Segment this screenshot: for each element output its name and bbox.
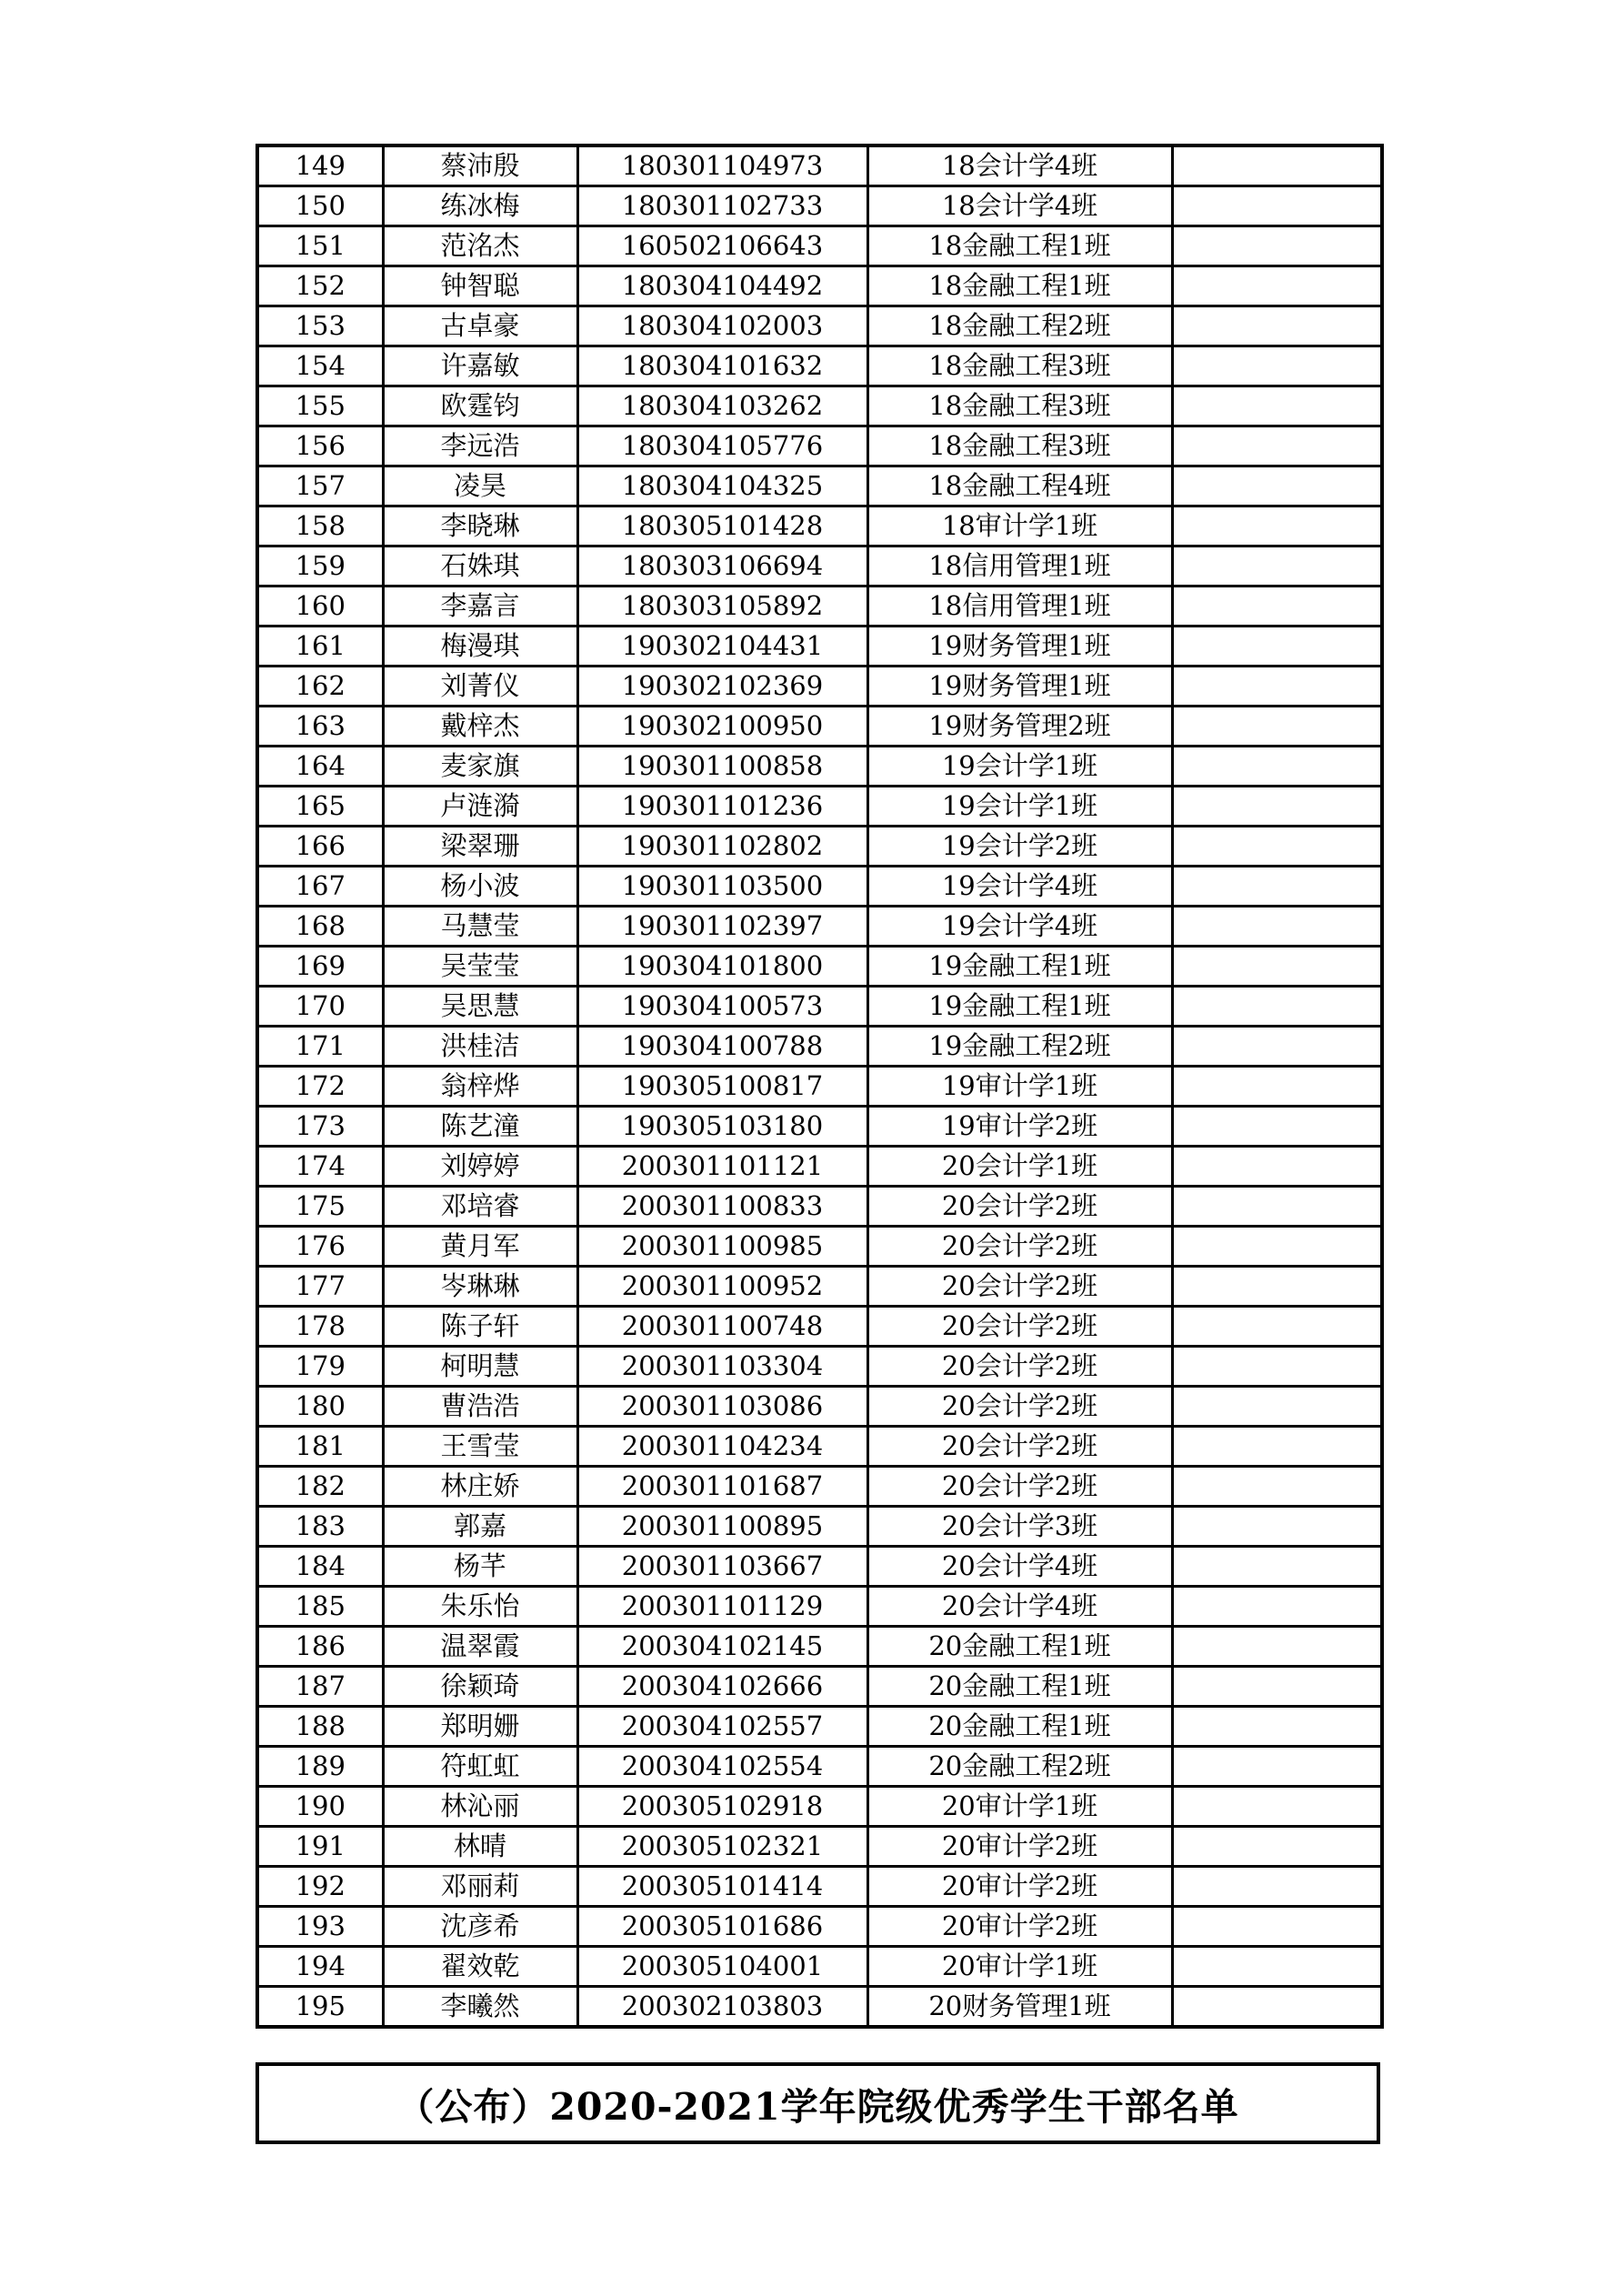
student-name-cell: 曹浩浩	[383, 1387, 577, 1427]
student-name-cell: 凌昊	[383, 466, 577, 506]
remark-cell	[1172, 867, 1382, 907]
row-number-cell: 162	[257, 667, 383, 707]
student-name-cell: 梁翠珊	[383, 827, 577, 867]
student-id-cell: 200301100895	[577, 1507, 867, 1547]
remark-cell	[1172, 827, 1382, 867]
class-name-cell: 18金融工程2班	[867, 306, 1172, 346]
class-name-cell: 19会计学2班	[867, 827, 1172, 867]
table-row	[257, 1907, 1382, 1947]
remark-cell	[1172, 1747, 1382, 1787]
student-id-cell: 190302104431	[577, 627, 867, 667]
remark-cell	[1172, 186, 1382, 226]
table-row	[257, 1067, 1382, 1107]
class-name-cell: 20会计学2班	[867, 1347, 1172, 1387]
class-name-cell: 20会计学2班	[867, 1307, 1172, 1347]
remark-cell	[1172, 947, 1382, 987]
class-name-cell: 19审计学2班	[867, 1107, 1172, 1147]
student-id-cell: 200301100985	[577, 1227, 867, 1267]
student-id-cell: 200305101414	[577, 1867, 867, 1907]
table-row	[257, 947, 1382, 987]
student-id-cell: 200302103803	[577, 1987, 867, 2028]
table-row	[257, 1547, 1382, 1587]
row-number-cell: 151	[257, 226, 383, 266]
row-number-cell: 166	[257, 827, 383, 867]
class-name-cell: 20会计学2班	[867, 1267, 1172, 1307]
class-name-cell: 20审计学1班	[867, 1787, 1172, 1827]
table-row	[257, 1987, 1382, 2028]
remark-cell	[1172, 1827, 1382, 1867]
row-number-cell: 156	[257, 426, 383, 466]
remark-cell	[1172, 747, 1382, 787]
remark-cell	[1172, 1267, 1382, 1307]
remark-cell	[1172, 346, 1382, 386]
table-row	[257, 226, 1382, 266]
table-row	[257, 1467, 1382, 1507]
class-name-cell: 20会计学2班	[867, 1467, 1172, 1507]
class-name-cell: 19财务管理1班	[867, 667, 1172, 707]
row-number-cell: 179	[257, 1347, 383, 1387]
row-number-cell: 192	[257, 1867, 383, 1907]
table-row	[257, 627, 1382, 667]
student-name-cell: 李远浩	[383, 426, 577, 466]
table-row	[257, 907, 1382, 947]
student-name-cell: 刘菁仪	[383, 667, 577, 707]
table-row	[257, 1267, 1382, 1307]
class-name-cell: 18金融工程4班	[867, 466, 1172, 506]
student-id-cell: 180305101428	[577, 506, 867, 546]
row-number-cell: 187	[257, 1667, 383, 1707]
row-number-cell: 167	[257, 867, 383, 907]
remark-cell	[1172, 1587, 1382, 1627]
student-name-cell: 岑琳琳	[383, 1267, 577, 1307]
student-name-cell: 沈彦希	[383, 1907, 577, 1947]
row-number-cell: 163	[257, 707, 383, 747]
remark-cell	[1172, 145, 1382, 186]
table-row	[257, 1187, 1382, 1227]
table-row	[257, 1147, 1382, 1187]
class-name-cell: 18信用管理1班	[867, 587, 1172, 627]
student-id-cell: 200301101129	[577, 1587, 867, 1627]
class-name-cell: 19会计学4班	[867, 867, 1172, 907]
student-id-cell: 190302102369	[577, 667, 867, 707]
row-number-cell: 172	[257, 1067, 383, 1107]
table-row	[257, 707, 1382, 747]
student-id-cell: 180304102003	[577, 306, 867, 346]
remark-cell	[1172, 386, 1382, 426]
class-name-cell: 19会计学1班	[867, 747, 1172, 787]
row-number-cell: 152	[257, 266, 383, 306]
remark-cell	[1172, 226, 1382, 266]
table-row	[257, 1627, 1382, 1667]
row-number-cell: 177	[257, 1267, 383, 1307]
student-name-cell: 古卓豪	[383, 306, 577, 346]
student-id-cell: 180304104492	[577, 266, 867, 306]
class-name-cell: 19会计学1班	[867, 787, 1172, 827]
student-id-cell: 160502106643	[577, 226, 867, 266]
student-name-cell: 蔡沛殷	[383, 145, 577, 186]
student-id-cell: 190301102802	[577, 827, 867, 867]
remark-cell	[1172, 1947, 1382, 1987]
row-number-cell: 153	[257, 306, 383, 346]
class-name-cell: 20财务管理1班	[867, 1987, 1172, 2028]
class-name-cell: 18金融工程3班	[867, 346, 1172, 386]
table-row	[257, 145, 1382, 186]
student-id-cell: 190301101236	[577, 787, 867, 827]
table-row	[257, 1667, 1382, 1707]
student-name-cell: 石姝琪	[383, 546, 577, 587]
table-row	[257, 306, 1382, 346]
student-name-cell: 吴莹莹	[383, 947, 577, 987]
student-id-cell: 200305101686	[577, 1907, 867, 1947]
table-row	[257, 1027, 1382, 1067]
student-name-cell: 朱乐怡	[383, 1587, 577, 1627]
student-name-cell: 梅漫琪	[383, 627, 577, 667]
student-id-cell: 200301101687	[577, 1467, 867, 1507]
row-number-cell: 185	[257, 1587, 383, 1627]
class-name-cell: 18金融工程3班	[867, 386, 1172, 426]
student-id-cell: 200301101121	[577, 1147, 867, 1187]
remark-cell	[1172, 1347, 1382, 1387]
row-number-cell: 160	[257, 587, 383, 627]
class-name-cell: 20金融工程2班	[867, 1747, 1172, 1787]
student-id-cell: 200301103667	[577, 1547, 867, 1587]
student-id-cell: 180303106694	[577, 546, 867, 587]
student-name-cell: 林庄娇	[383, 1467, 577, 1507]
table-row	[257, 827, 1382, 867]
remark-cell	[1172, 466, 1382, 506]
remark-cell	[1172, 1227, 1382, 1267]
row-number-cell: 149	[257, 145, 383, 186]
table-row	[257, 466, 1382, 506]
student-id-cell: 180304103262	[577, 386, 867, 426]
student-id-cell: 190301100858	[577, 747, 867, 787]
student-id-cell: 180301104973	[577, 145, 867, 186]
student-id-cell: 200301103086	[577, 1387, 867, 1427]
table-row	[257, 186, 1382, 226]
table-row	[257, 546, 1382, 587]
student-name-cell: 陈子轩	[383, 1307, 577, 1347]
student-name-cell: 范洺杰	[383, 226, 577, 266]
row-number-cell: 173	[257, 1107, 383, 1147]
remark-cell	[1172, 1467, 1382, 1507]
row-number-cell: 174	[257, 1147, 383, 1187]
class-name-cell: 19金融工程1班	[867, 947, 1172, 987]
class-name-cell: 20会计学3班	[867, 1507, 1172, 1547]
remark-cell	[1172, 1107, 1382, 1147]
student-name-cell: 麦家旗	[383, 747, 577, 787]
student-id-cell: 200305102321	[577, 1827, 867, 1867]
remark-cell	[1172, 587, 1382, 627]
student-id-cell: 200304102666	[577, 1667, 867, 1707]
student-name-cell: 许嘉敏	[383, 346, 577, 386]
table-row	[257, 1227, 1382, 1267]
student-id-cell: 190304100788	[577, 1027, 867, 1067]
table-row	[257, 987, 1382, 1027]
row-number-cell: 150	[257, 186, 383, 226]
table-row	[257, 747, 1382, 787]
student-id-cell: 200301100748	[577, 1307, 867, 1347]
class-name-cell: 20会计学2班	[867, 1427, 1172, 1467]
announcement-title: （公布）2020-2021学年院级优秀学生干部名单	[396, 2084, 1239, 2129]
student-name-cell: 王雪莹	[383, 1427, 577, 1467]
row-number-cell: 186	[257, 1627, 383, 1667]
row-number-cell: 154	[257, 346, 383, 386]
student-id-cell: 200304102554	[577, 1747, 867, 1787]
remark-cell	[1172, 1387, 1382, 1427]
student-name-cell: 李曦然	[383, 1987, 577, 2028]
student-name-cell: 杨小波	[383, 867, 577, 907]
class-name-cell: 20审计学2班	[867, 1827, 1172, 1867]
remark-cell	[1172, 1707, 1382, 1747]
table-row	[257, 867, 1382, 907]
student-name-cell: 戴梓杰	[383, 707, 577, 747]
student-name-cell: 邓丽莉	[383, 1867, 577, 1907]
remark-cell	[1172, 707, 1382, 747]
table-row	[257, 1707, 1382, 1747]
table-row	[257, 426, 1382, 466]
class-name-cell: 18会计学4班	[867, 186, 1172, 226]
class-name-cell: 19财务管理2班	[867, 707, 1172, 747]
class-name-cell: 20金融工程1班	[867, 1627, 1172, 1667]
table-row	[257, 1867, 1382, 1907]
student-name-cell: 翁梓烨	[383, 1067, 577, 1107]
class-name-cell: 19财务管理1班	[867, 627, 1172, 667]
table-row	[257, 1827, 1382, 1867]
remark-cell	[1172, 1547, 1382, 1587]
table-row	[257, 1107, 1382, 1147]
remark-cell	[1172, 1627, 1382, 1667]
class-name-cell: 20审计学2班	[867, 1907, 1172, 1947]
student-id-cell: 190301102397	[577, 907, 867, 947]
row-number-cell: 164	[257, 747, 383, 787]
class-name-cell: 20会计学4班	[867, 1587, 1172, 1627]
table-row	[257, 506, 1382, 546]
student-name-cell: 翟效乾	[383, 1947, 577, 1987]
remark-cell	[1172, 426, 1382, 466]
table-row	[257, 1507, 1382, 1547]
table-row	[257, 1947, 1382, 1987]
student-roster-table	[255, 144, 1384, 2029]
row-number-cell: 155	[257, 386, 383, 426]
class-name-cell: 20会计学2班	[867, 1187, 1172, 1227]
remark-cell	[1172, 1147, 1382, 1187]
class-name-cell: 20审计学1班	[867, 1947, 1172, 1987]
student-name-cell: 卢涟漪	[383, 787, 577, 827]
student-id-cell: 200305102918	[577, 1787, 867, 1827]
row-number-cell: 195	[257, 1987, 383, 2028]
class-name-cell: 20会计学2班	[867, 1387, 1172, 1427]
class-name-cell: 18金融工程3班	[867, 426, 1172, 466]
remark-cell	[1172, 987, 1382, 1027]
student-id-cell: 190301103500	[577, 867, 867, 907]
student-id-cell: 180304104325	[577, 466, 867, 506]
remark-cell	[1172, 1427, 1382, 1467]
student-id-cell: 200301100833	[577, 1187, 867, 1227]
row-number-cell: 181	[257, 1427, 383, 1467]
student-id-cell: 190302100950	[577, 707, 867, 747]
class-name-cell: 18审计学1班	[867, 506, 1172, 546]
class-name-cell: 18金融工程1班	[867, 226, 1172, 266]
row-number-cell: 191	[257, 1827, 383, 1867]
class-name-cell: 19审计学1班	[867, 1067, 1172, 1107]
student-id-cell: 200304102557	[577, 1707, 867, 1747]
remark-cell	[1172, 266, 1382, 306]
remark-cell	[1172, 1027, 1382, 1067]
student-name-cell: 黄月军	[383, 1227, 577, 1267]
student-name-cell: 柯明慧	[383, 1347, 577, 1387]
student-name-cell: 练冰梅	[383, 186, 577, 226]
remark-cell	[1172, 1067, 1382, 1107]
student-id-cell: 180303105892	[577, 587, 867, 627]
student-name-cell: 陈艺潼	[383, 1107, 577, 1147]
row-number-cell: 182	[257, 1467, 383, 1507]
student-id-cell: 200301103304	[577, 1347, 867, 1387]
remark-cell	[1172, 1667, 1382, 1707]
table-row	[257, 1387, 1382, 1427]
row-number-cell: 175	[257, 1187, 383, 1227]
class-name-cell: 18信用管理1班	[867, 546, 1172, 587]
row-number-cell: 157	[257, 466, 383, 506]
row-number-cell: 158	[257, 506, 383, 546]
student-name-cell: 欧霆钧	[383, 386, 577, 426]
table-row	[257, 787, 1382, 827]
student-name-cell: 杨芊	[383, 1547, 577, 1587]
class-name-cell: 19金融工程1班	[867, 987, 1172, 1027]
row-number-cell: 168	[257, 907, 383, 947]
table-row	[257, 1307, 1382, 1347]
row-number-cell: 171	[257, 1027, 383, 1067]
remark-cell	[1172, 1507, 1382, 1547]
remark-cell	[1172, 306, 1382, 346]
announcement-title-box	[255, 2062, 1380, 2144]
student-name-cell: 李嘉言	[383, 587, 577, 627]
student-name-cell: 吴思慧	[383, 987, 577, 1027]
remark-cell	[1172, 1867, 1382, 1907]
remark-cell	[1172, 1907, 1382, 1947]
class-name-cell: 19金融工程2班	[867, 1027, 1172, 1067]
table-row	[257, 1427, 1382, 1467]
class-name-cell: 20会计学2班	[867, 1227, 1172, 1267]
student-name-cell: 林晴	[383, 1827, 577, 1867]
table-row	[257, 1787, 1382, 1827]
student-id-cell: 190304100573	[577, 987, 867, 1027]
remark-cell	[1172, 907, 1382, 947]
row-number-cell: 183	[257, 1507, 383, 1547]
row-number-cell: 190	[257, 1787, 383, 1827]
row-number-cell: 169	[257, 947, 383, 987]
row-number-cell: 188	[257, 1707, 383, 1747]
table-row	[257, 667, 1382, 707]
table-row	[257, 1347, 1382, 1387]
row-number-cell: 184	[257, 1547, 383, 1587]
student-name-cell: 刘婷婷	[383, 1147, 577, 1187]
row-number-cell: 159	[257, 546, 383, 587]
row-number-cell: 189	[257, 1747, 383, 1787]
remark-cell	[1172, 546, 1382, 587]
row-number-cell: 178	[257, 1307, 383, 1347]
remark-cell	[1172, 787, 1382, 827]
class-name-cell: 18金融工程1班	[867, 266, 1172, 306]
student-id-cell: 180304105776	[577, 426, 867, 466]
table-row	[257, 1747, 1382, 1787]
class-name-cell: 20审计学2班	[867, 1867, 1172, 1907]
student-name-cell: 马慧莹	[383, 907, 577, 947]
remark-cell	[1172, 1187, 1382, 1227]
student-id-cell: 180304101632	[577, 346, 867, 386]
table-row	[257, 386, 1382, 426]
row-number-cell: 193	[257, 1907, 383, 1947]
class-name-cell: 20金融工程1班	[867, 1707, 1172, 1747]
student-name-cell: 钟智聪	[383, 266, 577, 306]
student-id-cell: 200304102145	[577, 1627, 867, 1667]
table-row	[257, 1587, 1382, 1627]
student-name-cell: 李晓琳	[383, 506, 577, 546]
student-name-cell: 郭嘉	[383, 1507, 577, 1547]
student-name-cell: 洪桂洁	[383, 1027, 577, 1067]
row-number-cell: 194	[257, 1947, 383, 1987]
class-name-cell: 20会计学1班	[867, 1147, 1172, 1187]
class-name-cell: 18会计学4班	[867, 145, 1172, 186]
remark-cell	[1172, 506, 1382, 546]
student-name-cell: 林沁丽	[383, 1787, 577, 1827]
remark-cell	[1172, 667, 1382, 707]
remark-cell	[1172, 627, 1382, 667]
student-id-cell: 190305103180	[577, 1107, 867, 1147]
student-id-cell: 190304101800	[577, 947, 867, 987]
student-name-cell: 温翠霞	[383, 1627, 577, 1667]
row-number-cell: 176	[257, 1227, 383, 1267]
student-id-cell: 180301102733	[577, 186, 867, 226]
table-row	[257, 266, 1382, 306]
student-id-cell: 200301100952	[577, 1267, 867, 1307]
class-name-cell: 19会计学4班	[867, 907, 1172, 947]
student-name-cell: 符虹虹	[383, 1747, 577, 1787]
table-row	[257, 587, 1382, 627]
remark-cell	[1172, 1307, 1382, 1347]
student-id-cell: 200305104001	[577, 1947, 867, 1987]
table-row	[257, 346, 1382, 386]
class-name-cell: 20会计学4班	[867, 1547, 1172, 1587]
student-name-cell: 邓培睿	[383, 1187, 577, 1227]
remark-cell	[1172, 1987, 1382, 2028]
student-id-cell: 200301104234	[577, 1427, 867, 1467]
row-number-cell: 170	[257, 987, 383, 1027]
student-name-cell: 郑明姗	[383, 1707, 577, 1747]
row-number-cell: 165	[257, 787, 383, 827]
remark-cell	[1172, 1787, 1382, 1827]
student-id-cell: 190305100817	[577, 1067, 867, 1107]
row-number-cell: 161	[257, 627, 383, 667]
student-name-cell: 徐颖琦	[383, 1667, 577, 1707]
class-name-cell: 20金融工程1班	[867, 1667, 1172, 1707]
row-number-cell: 180	[257, 1387, 383, 1427]
